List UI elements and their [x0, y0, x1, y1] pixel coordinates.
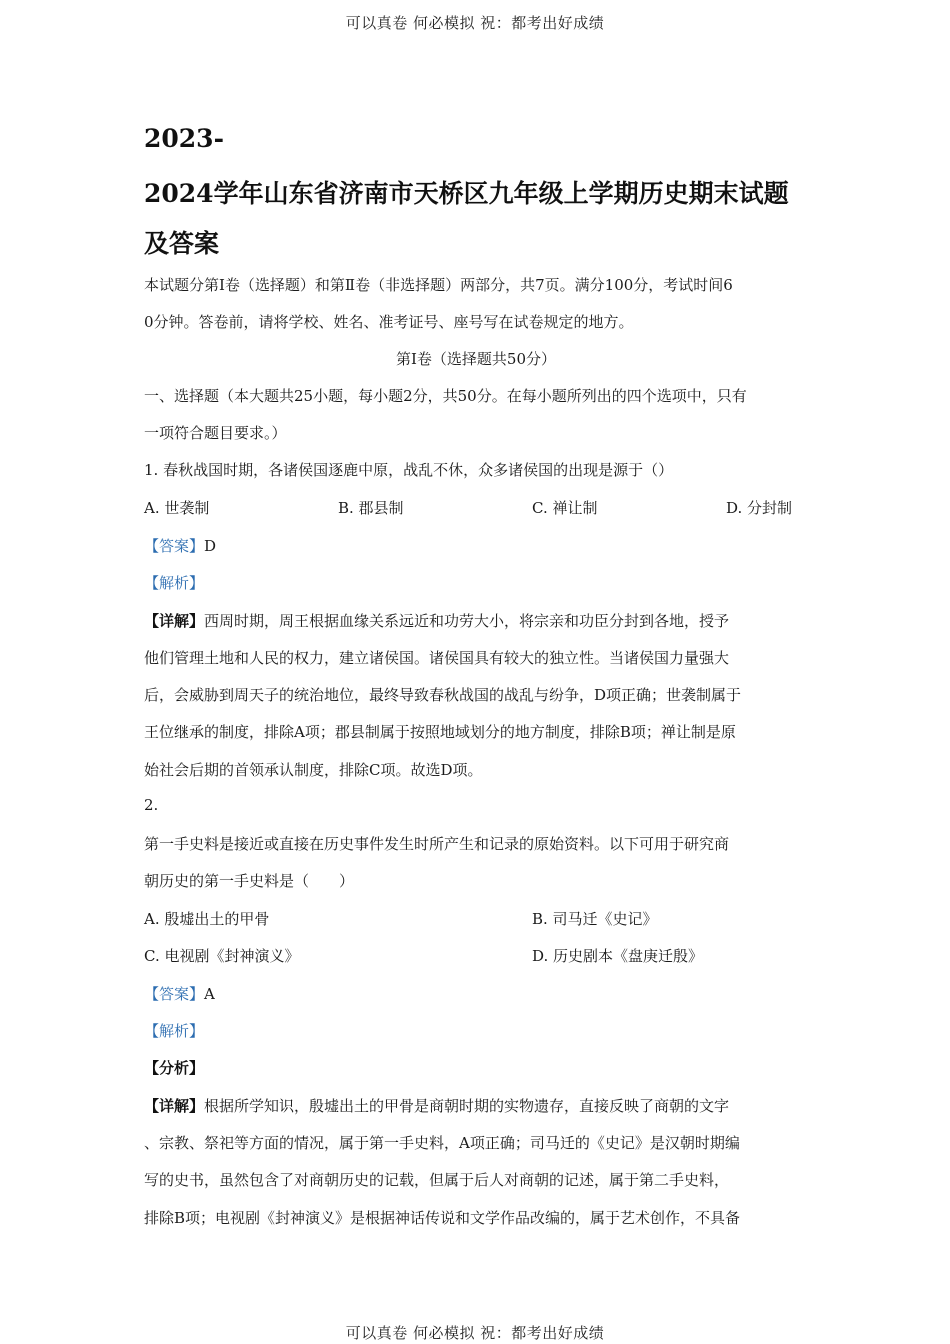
- q2-detail-line-2: 、宗教、祭祀等方面的情况，属于第一手史料，A项正确；司马迁的《史记》是汉朝时期编: [144, 1134, 740, 1152]
- detail-tag: 【详解】: [144, 612, 205, 630]
- page-header: 可以真卷 何必模拟 祝：都考出好成绩: [345, 14, 605, 32]
- q1-option-d: D. 分封制: [726, 499, 793, 517]
- q1-detail-line-5: 始社会后期的首领承认制度，排除C项。故选D项。: [144, 761, 483, 779]
- q2-option-a: A. 殷墟出土的甲骨: [144, 910, 270, 928]
- q2-fenxi: [144, 1057, 204, 1078]
- fenxi-tag: 【分析】: [144, 1059, 205, 1077]
- intro-line-2: 0分钟。答卷前，请将学校、姓名、准考证号、座号写在试卷规定的地方。: [144, 313, 634, 331]
- q2-detail-line-4: 排除B项；电视剧《封神演义》是根据神话传说和文学作品改编的，属于艺术创作，不具备: [144, 1209, 741, 1227]
- analysis-tag: 【解析】: [144, 1022, 205, 1040]
- q1-option-c: C. 禅让制: [532, 499, 598, 517]
- detail-tag: 【详解】: [144, 1097, 205, 1115]
- title-line-2: 2024学年山东省济南市天桥区九年级上学期历史期末试题: [144, 179, 789, 208]
- q2-option-c: C. 电视剧《封神演义》: [144, 947, 300, 965]
- title-line-1: 2023-: [144, 124, 224, 153]
- q1-detail-line-1: 【详解】西周时期，周王根据血缘关系远近和功劳大小，将宗亲和功臣分封到各地，授予: [144, 612, 730, 630]
- section-instruction-2: 一项符合题目要求。）: [144, 424, 287, 442]
- analysis-tag: 【解析】: [144, 574, 205, 592]
- q1-option-b: B. 郡县制: [338, 499, 404, 517]
- title-line-3: 及答案: [144, 229, 220, 258]
- q2-detail-line-1: 【详解】根据所学知识，殷墟出土的甲骨是商朝时期的实物遗存，直接反映了商朝的文字: [144, 1097, 730, 1115]
- q2-stem-line-2: 朝历史的第一手史料是（ ）: [144, 872, 355, 890]
- q1-stem: 1. 春秋战国时期，各诸侯国逐鹿中原，战乱不休，众多诸侯国的出现是源于（）: [144, 461, 674, 479]
- q2-answer: [144, 983, 215, 1004]
- q1-answer: [144, 535, 216, 556]
- q1-detail-line-3: 后，会威胁到周天子的统治地位，最终导致春秋战国的战乱与纷争，D项正确；世袭制属于: [144, 686, 742, 704]
- q2-number: 2.: [144, 796, 159, 814]
- q2-stem-line-1: 第一手史料是接近或直接在历史事件发生时所产生和记录的原始资料。以下可用于研究商: [144, 835, 730, 853]
- q2-answer-value: A: [204, 985, 215, 1003]
- q1-option-a: A. 世袭制: [144, 499, 210, 517]
- q1-answer-value: D: [204, 537, 217, 555]
- section-instruction-1: 一、选择题（本大题共25小题，每小题2分，共50分。在每小题所列出的四个选项中，只有: [144, 387, 747, 405]
- q2-analysis: [144, 1020, 204, 1041]
- q1-detail-line-2: 他们管理土地和人民的权力，建立诸侯国。诸侯国具有较大的独立性。当诸侯国力量强大: [144, 649, 730, 667]
- q1-analysis: [144, 572, 204, 593]
- intro-line-1: 本试题分第Ⅰ卷（选择题）和第Ⅱ卷（非选择题）两部分，共7页。满分100分，考试时间6: [144, 276, 733, 294]
- q2-option-b: B. 司马迁《史记》: [532, 910, 658, 928]
- page-footer: 可以真卷 何必模拟 祝：都考出好成绩: [345, 1324, 605, 1342]
- q1-detail-line-4: 王位继承的制度，排除A项；郡县制属于按照地域划分的地方制度，排除B项；禅让制是原: [144, 723, 736, 741]
- answer-tag: 【答案】: [144, 537, 205, 555]
- section-title: 第Ⅰ卷（选择题共50分）: [395, 350, 556, 368]
- q2-detail-line-3: 写的史书，虽然包含了对商朝历史的记载，但属于后人对商朝的记述，属于第二手史料，: [144, 1171, 730, 1189]
- answer-tag: 【答案】: [144, 985, 205, 1003]
- q2-option-d: D. 历史剧本《盘庚迁殷》: [532, 947, 704, 965]
